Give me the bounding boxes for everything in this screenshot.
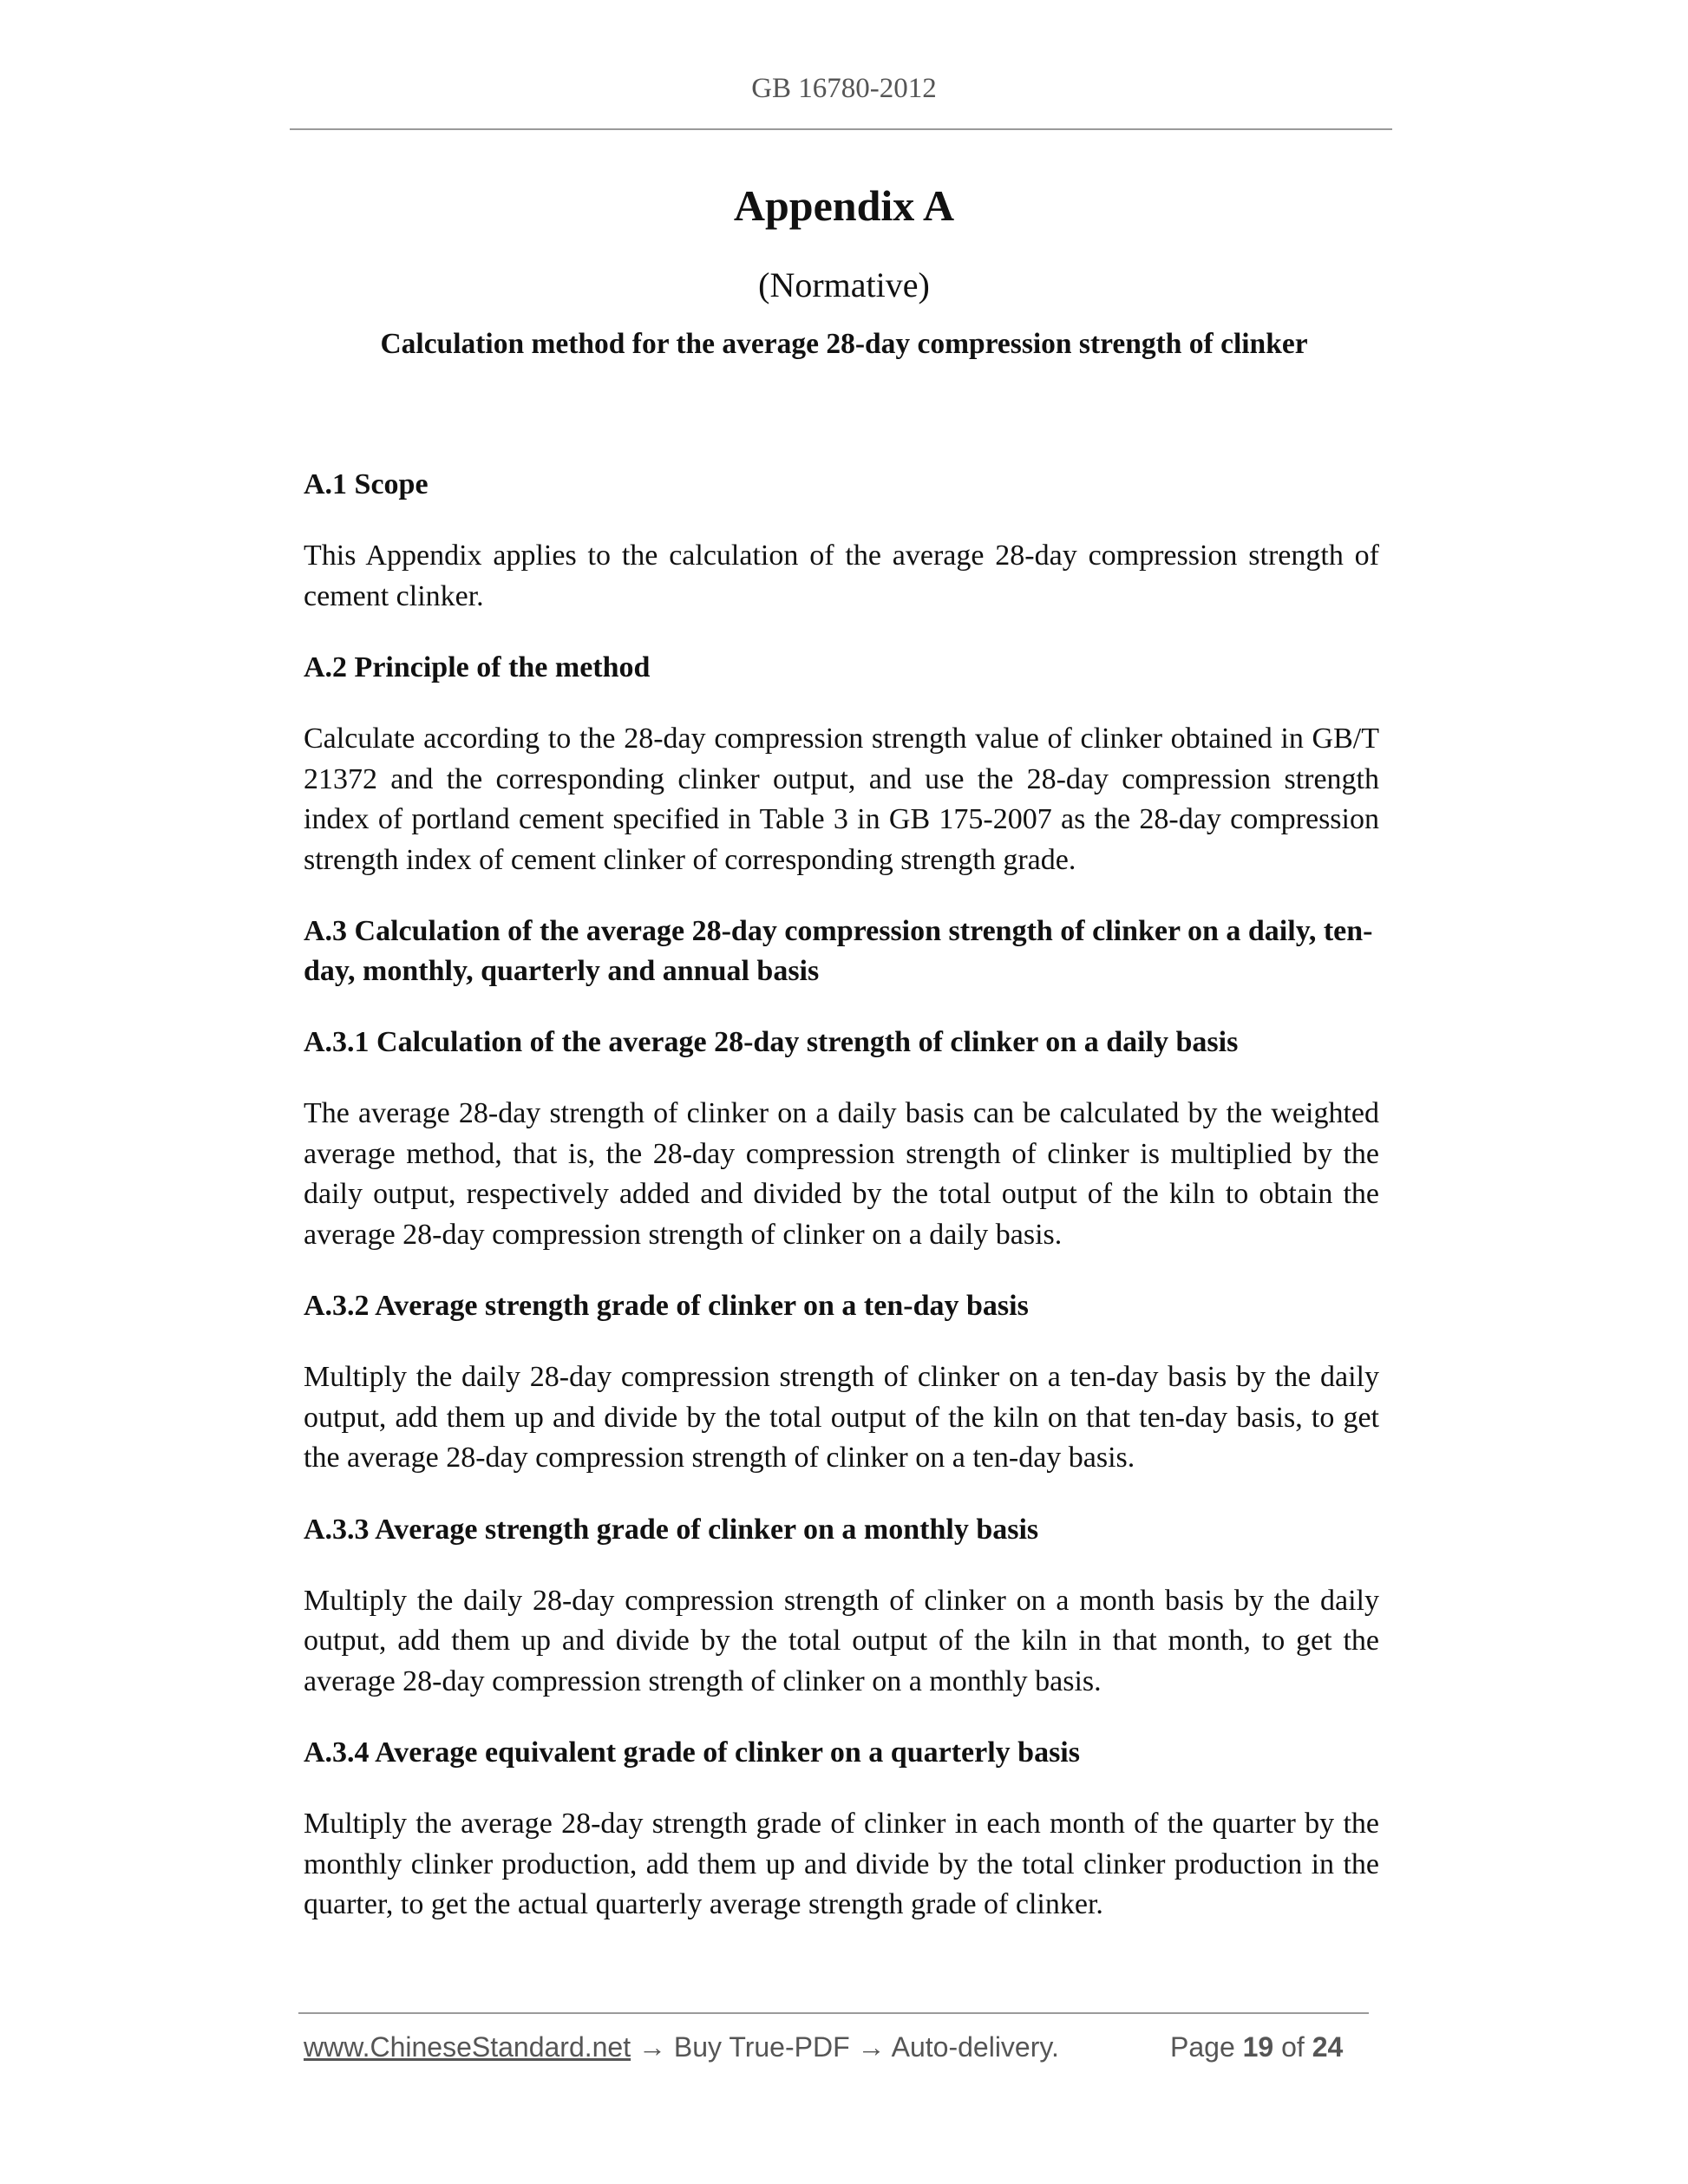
section-text-a3-4: Multiply the average 28-day strength grade of clinker in each month of the quarter by the monthly clinker production, add them up and divide by the total clinker production in the quarter, to get the actual quarterly average strength grade of clinker. [304, 1808, 1379, 1920]
of-label: of [1281, 2031, 1305, 2063]
header-rule [290, 128, 1392, 130]
page-label: Page [1170, 2031, 1235, 2063]
auto-delivery-text: Auto-delivery. [891, 2031, 1059, 2063]
footer-links [304, 2031, 1059, 2063]
appendix-subtitle: (Normative) [758, 265, 930, 304]
section-heading-a2: A.2 Principle of the method [304, 651, 651, 683]
document-body [304, 465, 1379, 1926]
appendix-title: Appendix A [733, 181, 955, 230]
section-heading-a3: A.3 Calculation of the average 28-day compression strength of clinker on a daily, ten-day, monthly, quarterly and annual basis [304, 915, 1373, 987]
arrow-right-icon: → [857, 2031, 886, 2063]
page-total: 24 [1312, 2031, 1344, 2063]
section-heading-a3-2: A.3.2 Average strength grade of clinker on a ten-day basis [304, 1290, 1029, 1322]
section-text-a1: This Appendix applies to the calculation of the average 28-day compression strength of cement clinker. [304, 539, 1379, 612]
section-heading-a3-1: A.3.1 Calculation of the average 28-day strength of clinker on a daily basis [304, 1026, 1239, 1058]
section-text-a2: Calculate according to the 28-day compression strength value of clinker obtained in GB/T 21372 and the corresponding clinker output, and use the 28-day compression strength index of portland cement specified in Table 3 in GB 175-2007 as the 28-day compression strength index of cement clinker of corresponding strength grade. [304, 723, 1379, 876]
arrow-right-icon: → [638, 2031, 666, 2063]
section-text-a3-2: Multiply the daily 28-day compression strength of clinker on a ten-day basis by the daily output, add them up and divide by the total output of the kiln on that ten-day basis, to get the average 28-day compression strength of clinker on a ten-day basis. [304, 1361, 1379, 1474]
section-heading-a3-3: A.3.3 Average strength grade of clinker on a monthly basis [304, 1513, 1039, 1546]
section-text-a3-3: Multiply the daily 28-day compression strength of clinker on a month basis by the daily output, add them up and divide by the total output of the kiln in that month, to get the average 28-day compression strength of clinker on a monthly basis. [304, 1584, 1379, 1697]
page-indicator [1170, 2031, 1343, 2063]
section-heading-a3-4: A.3.4 Average equivalent grade of clinker on a quarterly basis [304, 1736, 1080, 1769]
footer-rule [298, 2012, 1369, 2014]
section-heading-a1: A.1 Scope [304, 468, 429, 500]
buy-true-pdf-link[interactable]: Buy True-PDF [673, 2031, 850, 2063]
chinesestandard-link[interactable]: www.ChineseStandard.net [304, 2031, 631, 2063]
footer [304, 2031, 1379, 2070]
appendix-main-heading: Calculation method for the average 28-day compression strength of clinker [380, 328, 1308, 360]
page-current: 19 [1242, 2031, 1274, 2063]
header-code: GB 16780-2012 [751, 73, 937, 104]
section-text-a3-1: The average 28-day strength of clinker on a daily basis can be calculated by the weighted average method, that is, the 28-day compression strength of clinker is multiplied by the daily output, respectively added and divided by the total output of the kiln to obtain the average 28-day compression strength of clinker on a daily basis. [304, 1097, 1379, 1251]
